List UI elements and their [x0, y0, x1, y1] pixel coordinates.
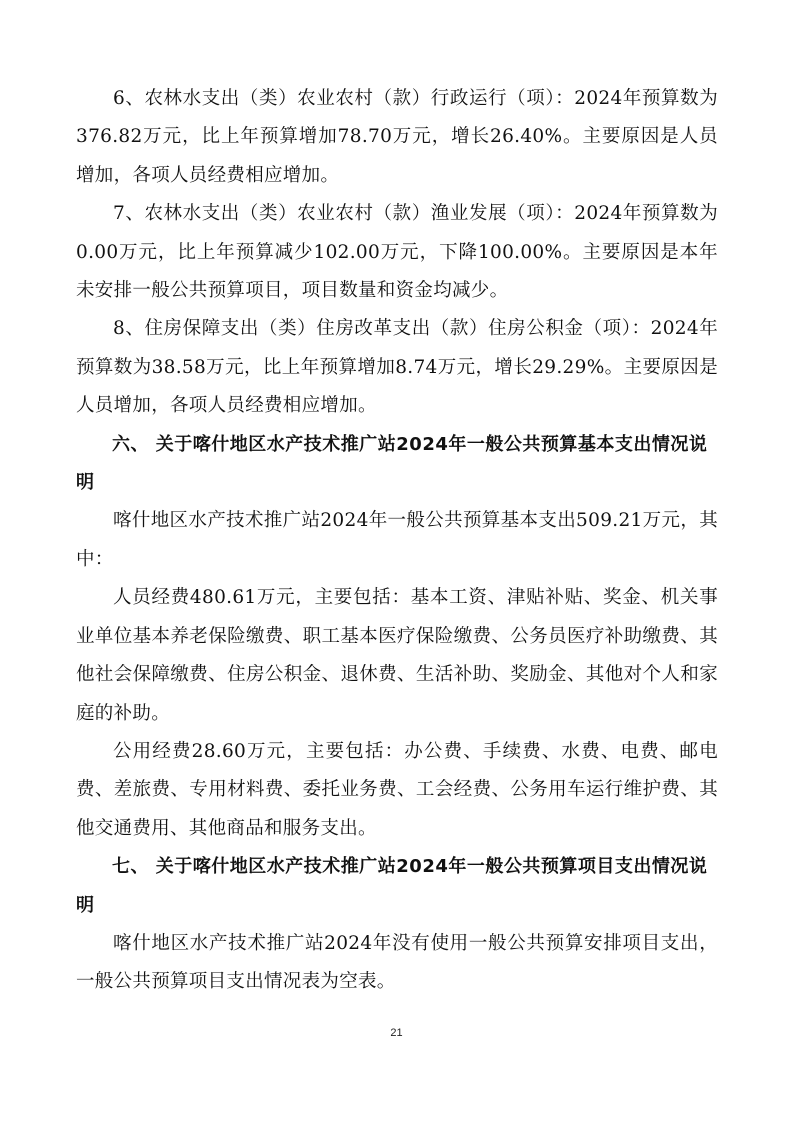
section-6-intro: 喀什地区水产技术推广站2024年一般公共预算基本支出509.21万元，其中：	[76, 510, 718, 570]
page-content	[76, 80, 718, 1002]
section-7-heading: 七、 关于喀什地区水产技术推广站2024年一般公共预算项目支出情况说明	[76, 856, 708, 916]
paragraph-item-7: 7、农林水支出（类）农业农村（款）渔业发展（项）：2024年预算数为0.00万元，比上年预算减少102.00万元，下降100.00%。主要原因是本年未安排一般公共预算项目，项目数量和资金均减少。	[76, 203, 718, 302]
paragraph-item-6: 6、农林水支出（类）农业农村（款）行政运行（项）：2024年预算数为376.82万元，比上年预算增加78.70万元，增长26.40%。主要原因是人员增加，各项人员经费相应增加。	[76, 88, 718, 186]
section-6-heading: 六、 关于喀什地区水产技术推广站2024年一般公共预算基本支出情况说明	[76, 433, 708, 494]
section-7-body: 喀什地区水产技术推广站2024年没有使用一般公共预算安排项目支出，一般公共预算项目支出情况表为空表。	[76, 932, 718, 993]
section-6-public-expenses: 公用经费28.60万元，主要包括：办公费、手续费、水费、电费、邮电费、差旅费、专用材料费、委托业务费、工会经费、公务用车运行维护费、其他交通费用、其他商品和服务支出。	[76, 740, 718, 839]
paragraph-item-8: 8、住房保障支出（类）住房改革支出（款）住房公积金（项）：2024年预算数为38.58万元，比上年预算增加8.74万元，增长29.29%。主要原因是人员增加，各项人员经费相应增加。	[76, 318, 718, 417]
section-6-personnel-expenses: 人员经费480.61万元，主要包括：基本工资、津贴补贴、奖金、机关事业单位基本养老保险缴费、职工基本医疗保险缴费、公务员医疗补助缴费、其他社会保障缴费、住房公积金、退休费、生活补助、奖励金、其他对个人和家庭的补助。	[76, 587, 718, 724]
page-number: 21	[390, 1027, 403, 1039]
